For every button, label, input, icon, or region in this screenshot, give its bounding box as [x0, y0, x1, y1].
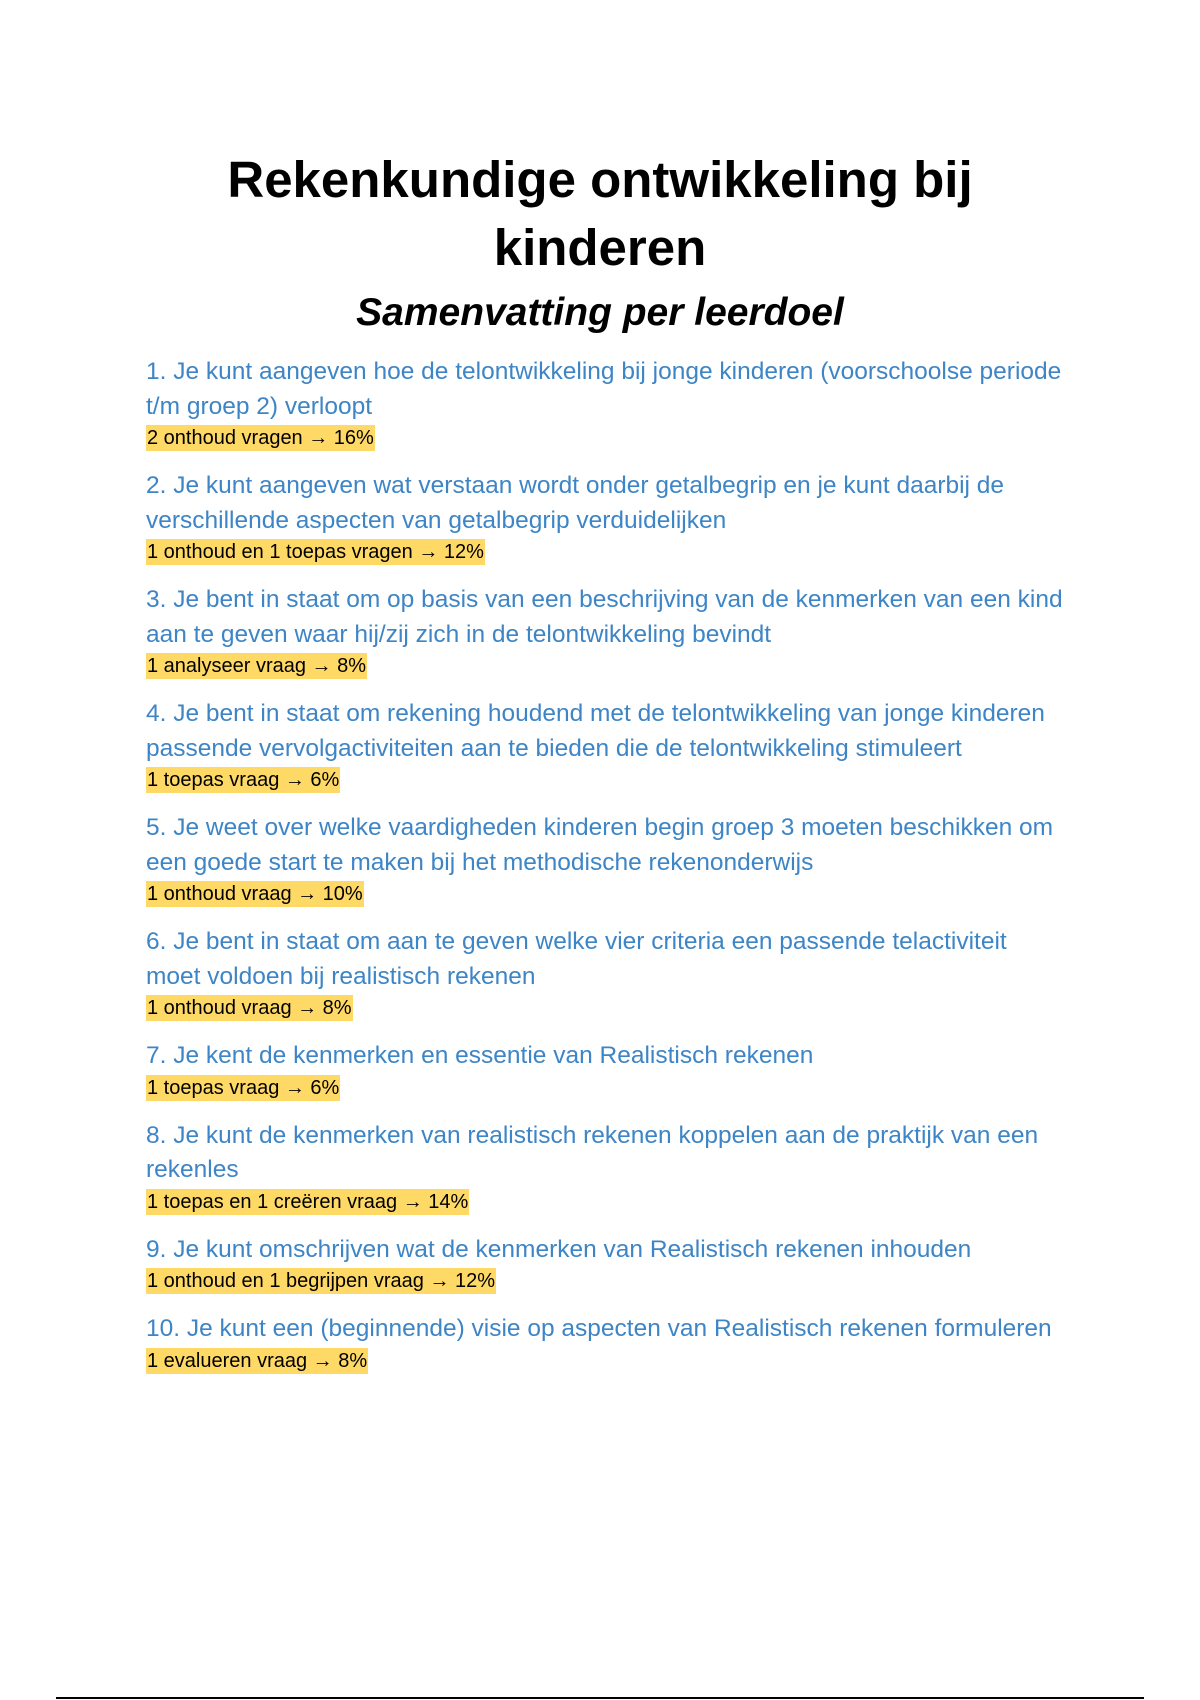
learning-goal-text: 8. Je kunt de kenmerken van realistisch rekenen koppelen aan de praktijk van een rekenles — [146, 1121, 1039, 1183]
learning-goal-text: 1. Je kunt aangeven hoe de telontwikkeling bij jonge kinderen (voorschoolse periode t/m groep 2) verloopt — [146, 358, 1062, 420]
learning-goal-5 — [146, 811, 1066, 907]
learning-goal-2 — [146, 469, 1066, 565]
learning-goal-3 — [146, 583, 1066, 679]
question-weight-highlight: 1 onthoud vraag → 10% — [147, 883, 363, 905]
learning-goals-list — [146, 355, 1066, 1392]
learning-goal-1 — [146, 355, 1066, 451]
question-weight-highlight: 1 onthoud vraag → 8% — [147, 997, 352, 1019]
learning-goal-8 — [146, 1119, 1066, 1215]
footer-divider — [56, 1697, 1144, 1699]
page-title-line-2: kinderen — [493, 219, 707, 276]
question-weight-highlight: 1 toepas en 1 creëren vraag → 14% — [147, 1190, 469, 1213]
learning-goal-text: 10. Je kunt een (beginnende) visie op aspecten van Realistisch rekenen formuleren — [146, 1315, 1052, 1342]
page-subtitle: Samenvatting per leerdoel — [356, 291, 844, 334]
question-weight-highlight: 1 toepas vraag → 6% — [147, 1076, 340, 1099]
question-weight-highlight: 1 evalueren vraag → 8% — [147, 1349, 368, 1372]
learning-goal-4 — [146, 697, 1066, 793]
learning-goal-text: 5. Je weet over welke vaardigheden kinderen begin groep 3 moeten beschikken om een goede start te maken bij het methodische rekenonderwijs — [146, 814, 1054, 876]
learning-goal-text: 6. Je bent in staat om aan te geven welke vier criteria een passende telactiviteit moet voldoen bij realistisch rekenen — [146, 928, 1007, 990]
question-weight-highlight: 1 onthoud en 1 begrijpen vraag → 12% — [147, 1270, 496, 1292]
page-title-line-1: Rekenkundige ontwikkeling bij — [227, 151, 973, 208]
page-title — [0, 146, 1200, 282]
question-weight-highlight: 1 toepas vraag → 6% — [147, 769, 340, 791]
learning-goal-7 — [146, 1039, 1066, 1101]
question-weight-highlight: 1 onthoud en 1 toepas vragen → 12% — [147, 541, 484, 563]
question-weight-highlight: 1 analyseer vraag → 8% — [147, 655, 367, 677]
learning-goal-text: 3. Je bent in staat om op basis van een beschrijving van de kenmerken van een kind aan te geven waar hij/zij zich in de telontwikkeling bevindt — [146, 586, 1063, 648]
question-weight-highlight: 2 onthoud vragen → 16% — [147, 427, 374, 449]
learning-goal-text: 7. Je kent de kenmerken en essentie van Realistisch rekenen — [146, 1042, 814, 1069]
learning-goal-text: 4. Je bent in staat om rekening houdend met de telontwikkeling van jonge kinderen passende vervolgactiviteiten aan te bieden die de telontwikkeling stimuleert — [146, 700, 1045, 762]
learning-goal-9 — [146, 1233, 1066, 1295]
learning-goal-6 — [146, 925, 1066, 1021]
learning-goal-10 — [146, 1312, 1066, 1374]
learning-goal-text: 2. Je kunt aangeven wat verstaan wordt onder getalbegrip en je kunt daarbij de verschillende aspecten van getalbegrip verduidelijken — [146, 472, 1005, 534]
learning-goal-text: 9. Je kunt omschrijven wat de kenmerken van Realistisch rekenen inhouden — [146, 1235, 972, 1263]
